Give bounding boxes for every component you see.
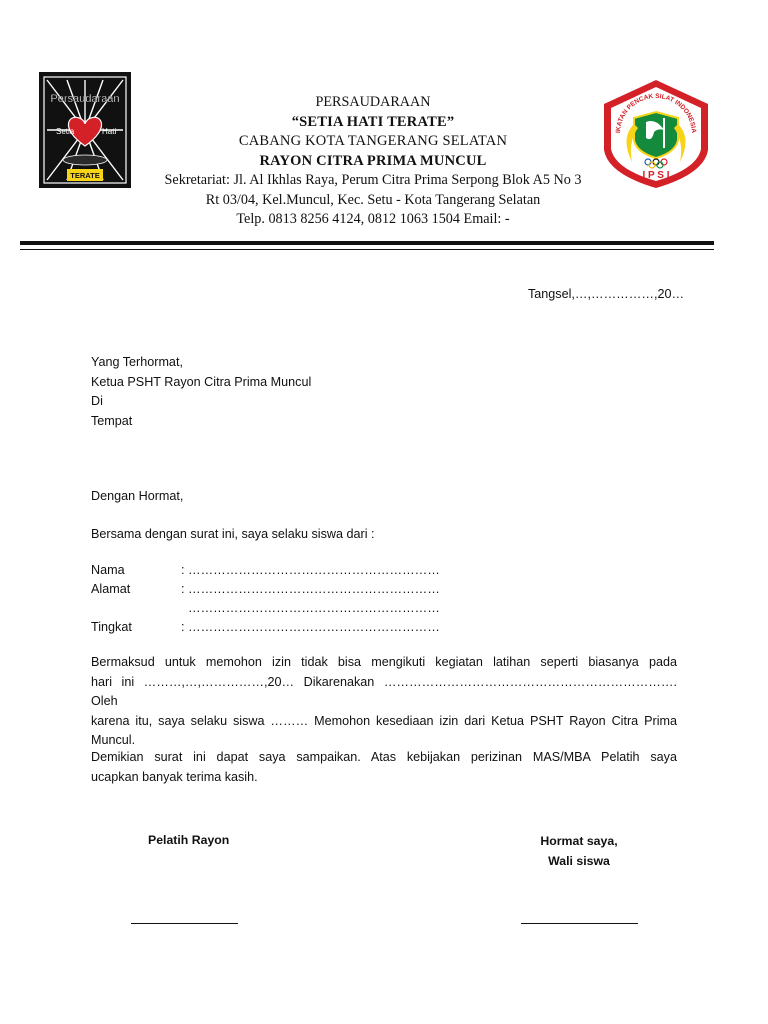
- field-nama[interactable]: [91, 561, 440, 581]
- field-tingkat[interactable]: [91, 618, 440, 638]
- signature-line-pelatih: [131, 923, 238, 924]
- field-label: Alamat: [91, 582, 131, 596]
- recipient-line: Yang Terhormat,: [91, 355, 183, 369]
- paragraph-line: hari ini ………,…,……………,20… Dikarenakan ……………………………………………………………. Oleh: [91, 674, 677, 708]
- signature-block-wali: [522, 832, 636, 871]
- recipient-line: Tempat: [91, 413, 133, 428]
- letterhead: [140, 93, 606, 230]
- field-value[interactable]: : ……………………………………………………: [181, 582, 440, 596]
- contact-line: Telp. 0813 8256 4124, 0812 1063 1504 Email: -: [236, 211, 510, 227]
- signature-label-hormat: Hormat saya,: [540, 834, 618, 848]
- request-paragraph: [91, 653, 677, 751]
- rayon-name: RAYON CITRA PRIMA MUNCUL: [259, 152, 487, 169]
- paragraph-line: Muncul.: [91, 733, 136, 747]
- header-divider-thin: [20, 249, 714, 250]
- field-value[interactable]: : ……………………………………………………: [181, 620, 440, 634]
- greeting: Dengan Hormat,: [91, 489, 184, 503]
- address-line-1: Sekretariat: Jl. Al Ikhlas Raya, Perum Citra Prima Serpong Blok A5 No 3: [164, 172, 582, 188]
- recipient-line: Ketua PSHT Rayon Citra Prima Muncul: [91, 374, 312, 389]
- field-alamat[interactable]: [91, 580, 440, 600]
- signature-line-wali: [521, 923, 638, 924]
- signature-label-wali: Wali siswa: [548, 853, 610, 868]
- signature-label-pelatih: Pelatih Rayon: [148, 833, 230, 847]
- psht-logo: [39, 72, 131, 188]
- date-line: Tangsel,…,……………,20…: [528, 287, 685, 301]
- svg-text:TERATE: TERATE: [70, 171, 100, 180]
- logo-text-persaudaraan: Persaudaraan: [50, 93, 120, 105]
- paragraph-line: Demikian surat ini dapat saya sampaikan. Atas kebijakan perizinan MAS/MBA Pelatih saya: [91, 750, 677, 764]
- header-divider-thick: [20, 241, 714, 245]
- ipsi-logo: [600, 78, 712, 190]
- field-value[interactable]: ……………………………………………………: [181, 601, 440, 615]
- field-value[interactable]: : ……………………………………………………: [181, 563, 440, 577]
- field-label: Tingkat: [91, 620, 132, 634]
- recipient-line: Di: [91, 394, 103, 408]
- paragraph-line: ucapkan banyak terima kasih.: [91, 769, 258, 784]
- org-line: PERSAUDARAAN: [315, 94, 431, 110]
- closing-paragraph: [91, 748, 677, 787]
- branch-name: CABANG KOTA TANGERANG SELATAN: [238, 133, 508, 149]
- svg-text:Hati: Hati: [102, 127, 117, 136]
- field-label: Nama: [91, 563, 125, 577]
- paragraph-line: karena itu, saya selaku siswa ……… Memohon kesediaan izin dari Ketua PSHT Rayon Citra Prima: [91, 713, 677, 728]
- svg-text:IKATAN PENCAK SILAT INDONESIA: IKATAN PENCAK SILAT INDONESIA: [615, 92, 698, 134]
- ipsi-text: I P S I: [642, 170, 670, 181]
- org-name: “SETIA HATI TERATE”: [291, 113, 455, 130]
- address-line-2: Rt 03/04, Kel.Muncul, Kec. Setu - Kota Tangerang Selatan: [205, 191, 541, 208]
- svg-text:Setia: Setia: [56, 127, 75, 136]
- intro-sentence: Bersama dengan surat ini, saya selaku siswa dari :: [91, 527, 375, 541]
- field-alamat-continued[interactable]: [91, 599, 440, 619]
- recipient-block: [91, 353, 311, 431]
- paragraph-line: Bermaksud untuk memohon izin tidak bisa mengikuti kegiatan latihan seperti biasanya pada: [91, 655, 677, 669]
